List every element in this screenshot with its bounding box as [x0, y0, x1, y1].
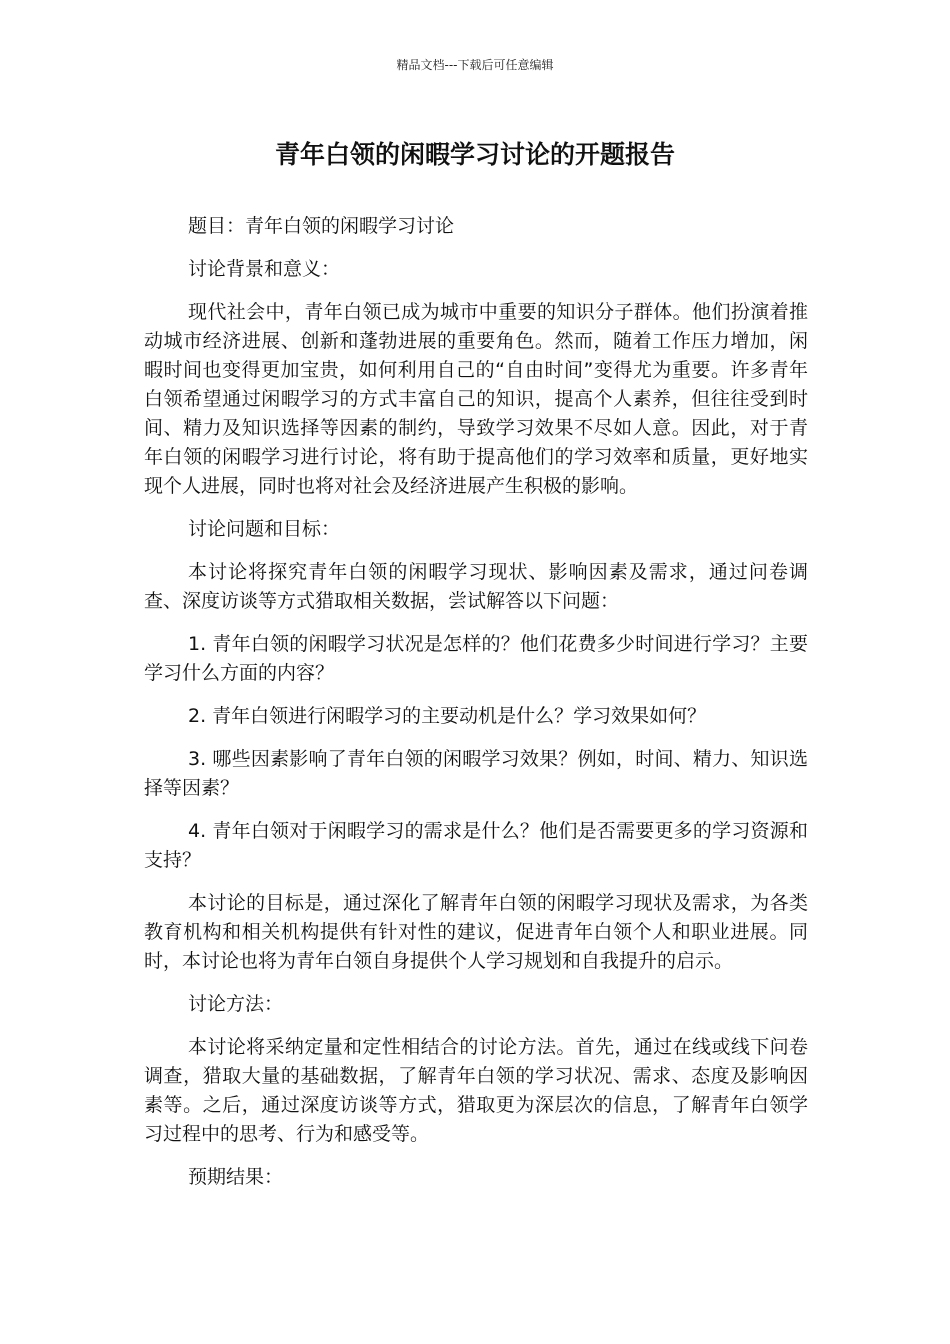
paragraph-topic: 题目：青年白领的闲暇学习讨论	[188, 215, 455, 237]
heading-expected-results: 预期结果：	[188, 1166, 284, 1188]
document-body	[144, 212, 808, 1206]
paragraph-methods: 本讨论将采纳定量和定性相结合的讨论方法。首先，通过在线或线下问卷调查，猎取大量的基础数据，了解青年白领的学习状况、需求、态度及影响因素等。之后，通过深度访谈等方式，猎取更为深层次的信息，了解青年白领学习过程中的思考、行为和感受等。	[144, 1036, 808, 1145]
paragraph-goals: 本讨论的目标是，通过深化了解青年白领的闲暇学习现状及需求，为各类教育机构和相关机构提供有针对性的建议，促进青年白领个人和职业进展。同时，本讨论也将为青年白领自身提供个人学习规划和自我提升的启示。	[144, 892, 808, 972]
question-item-1: 1. 青年白领的闲暇学习状况是怎样的？他们花费多少时间进行学习？主要学习什么方面的内容？	[144, 633, 808, 684]
paragraph-questions-intro: 本讨论将探究青年白领的闲暇学习现状、影响因素及需求，通过问卷调查、深度访谈等方式猎取相关数据，尝试解答以下问题：	[144, 561, 808, 612]
document-title: 青年白领的闲暇学习讨论的开题报告	[274, 140, 675, 169]
question-item-4: 4. 青年白领对于闲暇学习的需求是什么？他们是否需要更多的学习资源和支持？	[144, 820, 808, 871]
question-item-2: 2. 青年白领进行闲暇学习的主要动机是什么？学习效果如何？	[188, 705, 707, 727]
heading-questions: 讨论问题和目标：	[188, 518, 341, 540]
paragraph-background: 现代社会中，青年白领已成为城市中重要的知识分子群体。他们扮演着推动城市经济进展、创新和蓬勃进展的重要角色。然而，随着工作压力增加，闲暇时间也变得更加宝贵，如何利用自己的“自由时间”变得尤为重要。许多青年白领希望通过闲暇学习的方式丰富自己的知识，提高个人素养，但往往受到时间、精力及知识选择等因素的制约，导致学习效果不尽如人意。因此，对于青年白领的闲暇学习进行讨论，将有助于提高他们的学习效率和质量，更好地实现个人进展，同时也将对社会及经济进展产生积极的影响。	[144, 301, 808, 497]
heading-methods: 讨论方法：	[188, 993, 284, 1015]
question-item-3: 3. 哪些因素影响了青年白领的闲暇学习效果？例如，时间、精力、知识选择等因素？	[144, 748, 808, 799]
header-note: 精品文档---下载后可任意编辑	[396, 58, 554, 72]
heading-background: 讨论背景和意义：	[188, 258, 341, 280]
